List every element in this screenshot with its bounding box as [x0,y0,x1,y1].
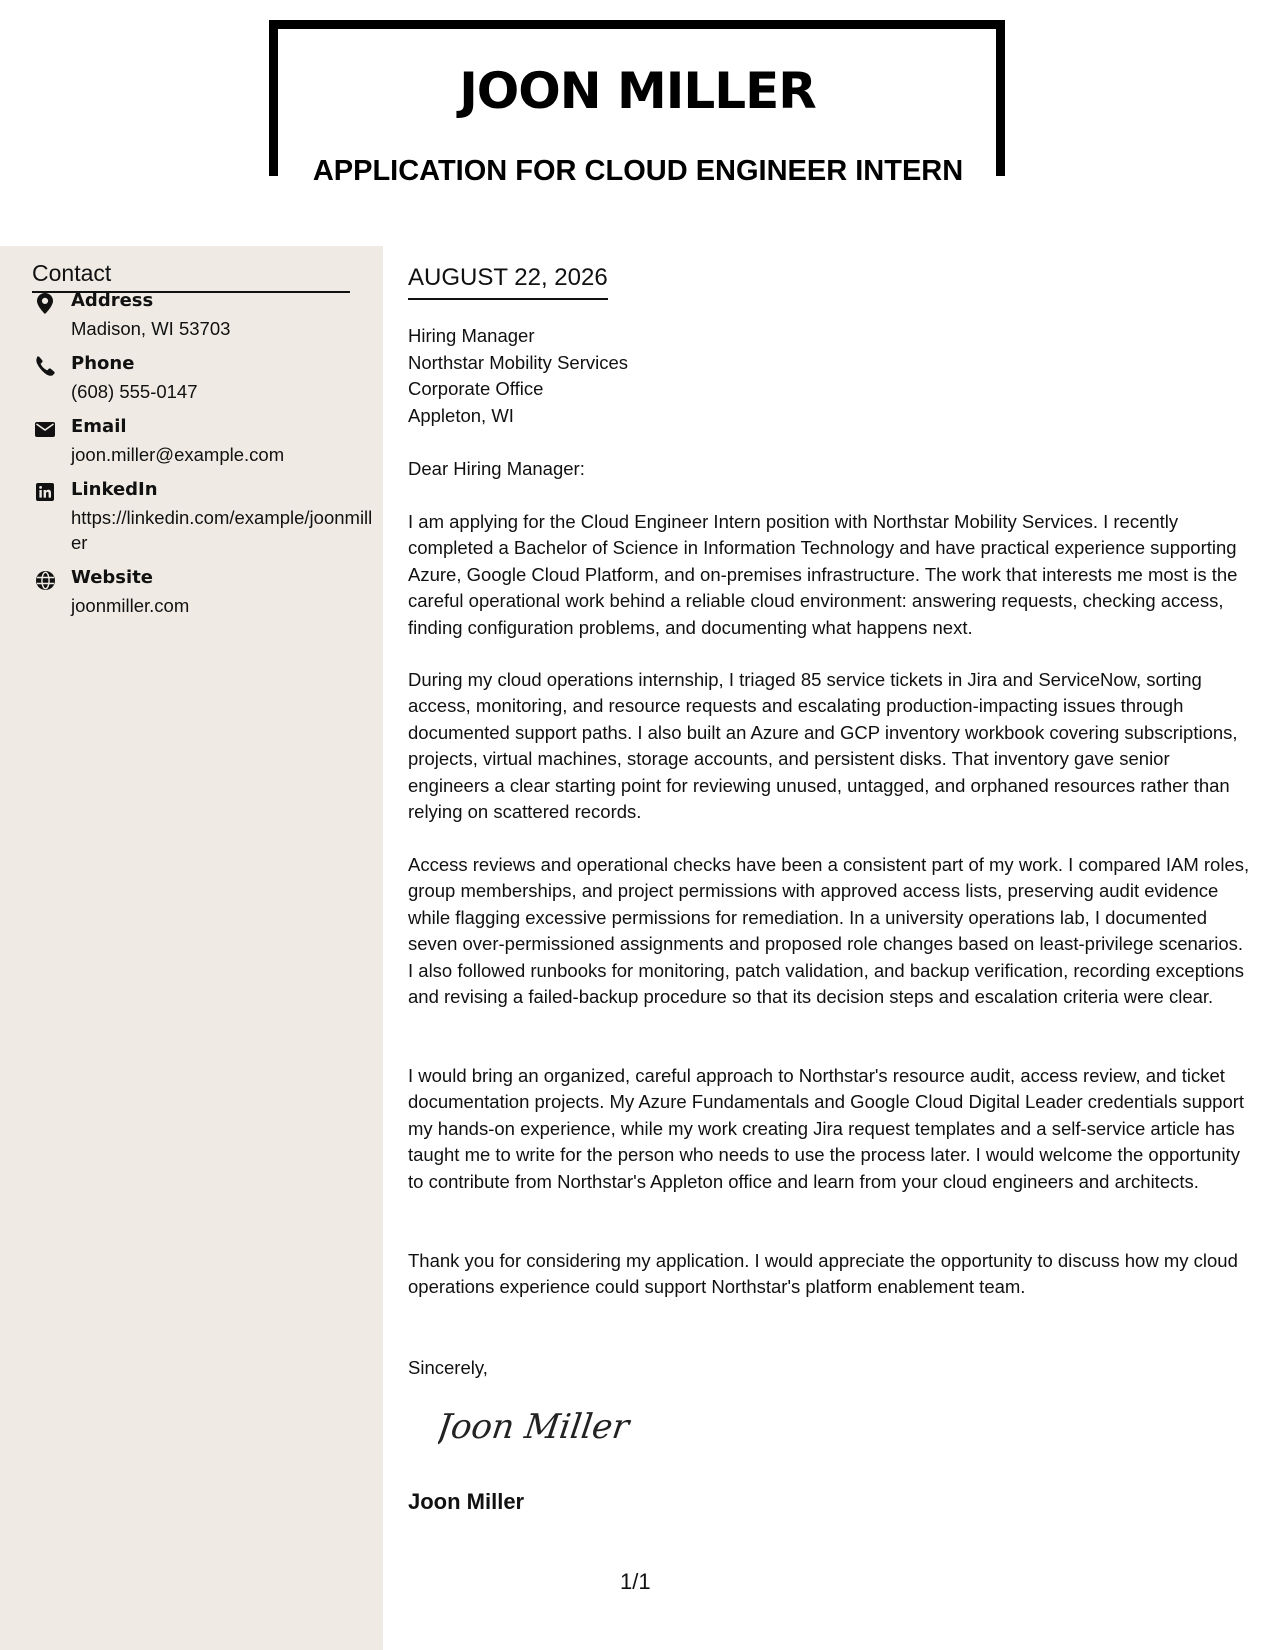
body-paragraph: Access reviews and operational checks have been a consistent part of my work. I compared IAM roles, group memberships, and project permissions with approved access lists, preserving audit evidence while flagging excessive permissions for remediation. In a university operations lab, I documented seven over-permissioned assignments and proposed role changes based on least-privilege scenarios. I also followed runbooks for monitoring, patch validation, and backup verification, recording exceptions and revising a failed-backup procedure so that its decision steps and escalation criteria were clear. [408,854,1250,1008]
handwritten-signature [438,1396,638,1456]
recipient-line: Appleton, WI [408,404,514,426]
application-subtitle: APPLICATION FOR CLOUD ENGINEER INTERN [306,155,970,188]
letter-date: AUGUST 22, 2026 [408,264,608,300]
linkedin-label: LinkedIn [71,479,158,500]
body-paragraph: During my cloud operations internship, I triaged 85 service tickets in Jira and ServiceNow, sorting access, monitoring, and resource requests and escalating production-impacting issues through documented support paths. I also built an Azure and GCP inventory workbook covering subscriptions, projects, virtual machines, storage accounts, and persistent disks. That inventory gave senior engineers a clear starting point for reviewing unused, untagged, and orphaned resources rather than relying on scattered records. [408,669,1238,823]
phone-label: Phone [71,353,135,374]
signer-name: Joon Miller [408,1489,525,1514]
website-value: joonmiller.com [71,595,190,616]
map-pin-icon [32,292,58,314]
phone-icon [32,355,58,377]
salutation: Dear Hiring Manager: [408,458,585,479]
recipient-line: Hiring Manager [408,325,535,346]
linkedin-icon [32,481,58,503]
website-label: Website [71,567,154,588]
contact-heading: Contact [32,260,350,293]
address-value: Madison, WI 53703 [71,318,231,339]
closing: Sincerely, [408,1357,488,1378]
contact-sidebar [0,246,383,1650]
address-label: Address [71,290,154,311]
linkedin-value: https://linkedin.com/example/joonmiller [71,507,373,553]
page-number: 1/1 [620,1569,651,1594]
signature-glyphs: Joon Miller [438,1407,632,1447]
recipient-line: Corporate Office [408,378,544,399]
envelope-icon [32,418,58,440]
email-value: joon.miller@example.com [71,444,285,465]
email-label: Email [71,416,127,437]
phone-value: (608) 555-0147 [71,381,198,402]
body-paragraph: Thank you for considering my application. I would appreciate the opportunity to discuss how my cloud operations experience could support Northstar's platform enablement team. [408,1250,1238,1298]
letter-header [0,0,1275,246]
globe-icon [32,569,58,591]
recipient-line: Northstar Mobility Services [408,351,629,373]
body-paragraph: I would bring an organized, careful approach to Northstar's resource audit, access review, and ticket documentation projects. My Azure Fundamentals and Google Cloud Digital Leader credentials support my hands-on experience, while my work creating Jira request templates and a self-service article has taught me to write for the person who needs to use the process later. I would welcome the opportunity to contribute from Northstar's Appleton office and learn from your cloud engineers and architects. [408,1065,1245,1192]
applicant-name: JOON MILLER [459,62,816,120]
body-paragraph: I am applying for the Cloud Engineer Intern position with Northstar Mobility Services. I recently completed a Bachelor of Science in Information Technology and have practical experience supporting Azure, Google Cloud Platform, and on-premises infrastructure. The work that interests me most is the careful operational work behind a reliable cloud environment: answering requests, checking access, finding configuration problems, and documenting what happens next. [408,511,1238,638]
recipient-block [408,323,628,429]
